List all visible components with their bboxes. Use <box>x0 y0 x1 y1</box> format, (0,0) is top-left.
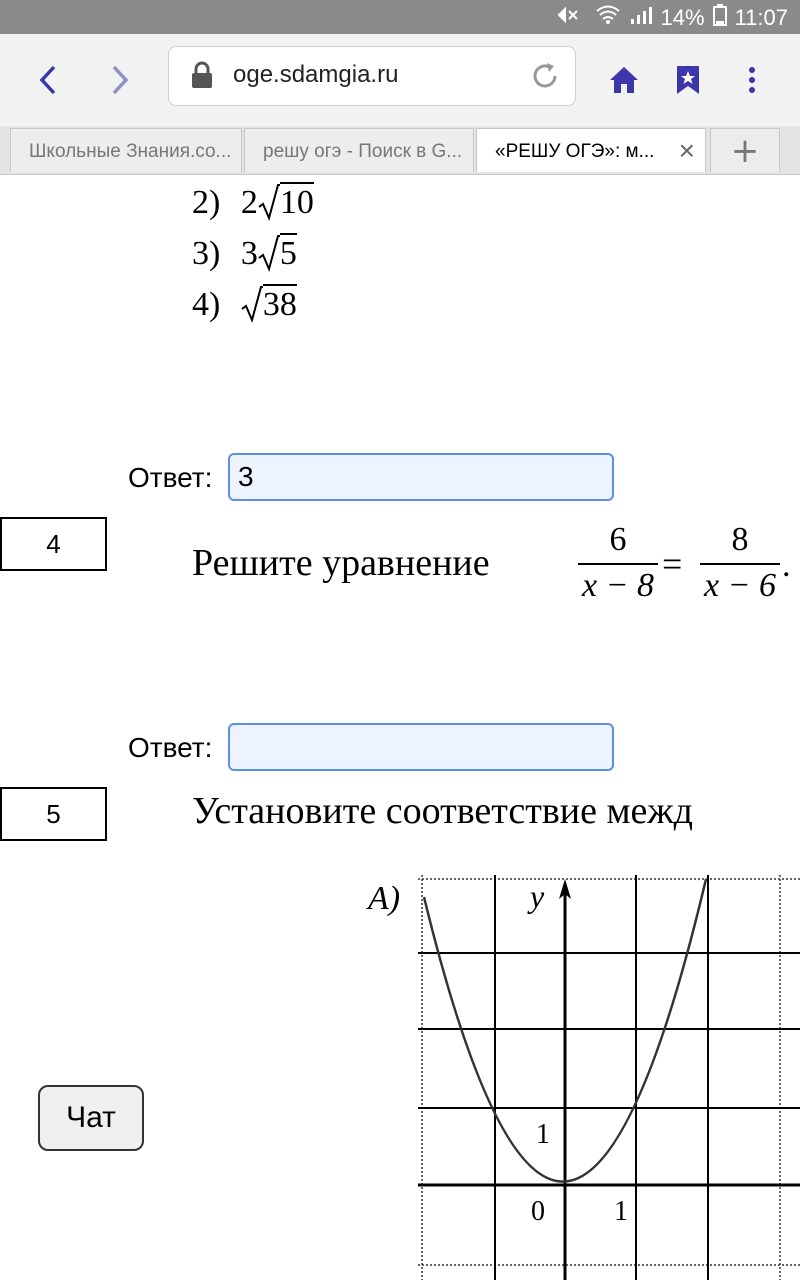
option-4 <box>192 285 297 324</box>
option-number: 2) <box>192 184 221 221</box>
fraction-numerator: 6 <box>609 521 627 558</box>
answer-label-4: Ответ: <box>128 732 213 763</box>
clock: 11:07 <box>734 5 788 30</box>
question-text-5: Установите соответствие межд <box>192 790 693 832</box>
period: . <box>782 547 791 584</box>
lock-icon <box>191 61 213 93</box>
fraction-denominator: x − 6 <box>700 563 780 605</box>
tab-label: Школьные Знания.со... <box>29 141 232 162</box>
home-button[interactable] <box>596 52 652 108</box>
tick-origin: 0 <box>531 1196 545 1227</box>
browser-toolbar <box>0 34 800 126</box>
sqrt-symbol <box>241 285 297 324</box>
tab-label: «РЕШУ ОГЭ»: м... <box>495 141 655 162</box>
battery-icon <box>713 4 727 32</box>
tab-0[interactable] <box>10 128 242 172</box>
equals-sign: = <box>662 544 683 584</box>
option-3 <box>192 234 297 273</box>
option-number: 4) <box>192 286 221 323</box>
close-tab-icon[interactable]: × <box>678 135 695 166</box>
option-coef: 2 <box>240 184 258 221</box>
radicand: 38 <box>262 286 297 323</box>
fraction-1 <box>578 521 658 605</box>
more-vert-icon <box>748 66 756 94</box>
question-number-4: 4 <box>0 517 107 571</box>
fraction-2 <box>700 521 780 605</box>
answer-input-4[interactable] <box>228 723 614 771</box>
tab-label: решу огэ - Поиск в G... <box>263 141 463 162</box>
mute-icon <box>557 5 587 31</box>
url-text: oge.sdamgia.ru <box>233 61 399 88</box>
tab-1[interactable] <box>244 128 474 172</box>
forward-button[interactable] <box>92 52 148 108</box>
chat-button[interactable]: Чат <box>38 1085 144 1151</box>
answer-label-3: Ответ: <box>128 462 213 493</box>
answer-input-3[interactable]: 3 <box>228 453 614 501</box>
bookmark-star-icon <box>676 65 700 95</box>
tick-y1: 1 <box>536 1119 550 1150</box>
radicand: 10 <box>279 184 314 221</box>
graph-label: A) <box>368 880 401 917</box>
question-prompt: Решите уравнение <box>192 542 490 584</box>
back-button[interactable] <box>20 52 76 108</box>
fraction-denominator: x − 8 <box>578 563 658 605</box>
fraction-numerator: 8 <box>731 521 749 558</box>
home-icon <box>609 66 639 94</box>
chevron-left-icon <box>36 64 60 96</box>
parabola-graph <box>418 875 800 1280</box>
option-number: 3) <box>192 235 221 272</box>
page-content <box>0 175 800 1280</box>
question-number-5: 5 <box>0 787 107 841</box>
status-icons <box>557 4 788 32</box>
tab-strip <box>0 126 800 175</box>
status-bar <box>0 0 800 34</box>
option-2 <box>192 183 314 222</box>
y-axis-label: y <box>530 878 545 914</box>
battery-percent: 14% <box>660 5 705 30</box>
tab-2-active[interactable] <box>476 128 706 172</box>
sqrt-symbol <box>258 234 297 273</box>
question-text-4 <box>192 541 490 585</box>
address-bar[interactable] <box>168 46 576 106</box>
new-tab-button[interactable]: + <box>710 128 780 172</box>
tick-x1: 1 <box>614 1196 628 1227</box>
radicand: 5 <box>279 235 297 272</box>
chevron-right-icon <box>108 64 132 96</box>
reload-icon[interactable] <box>529 60 561 96</box>
menu-button[interactable] <box>724 52 780 108</box>
option-coef: 3 <box>240 235 258 272</box>
signal-icon <box>629 5 653 31</box>
sqrt-symbol <box>258 183 314 222</box>
wifi-icon <box>595 5 621 31</box>
bookmark-button[interactable] <box>660 52 716 108</box>
